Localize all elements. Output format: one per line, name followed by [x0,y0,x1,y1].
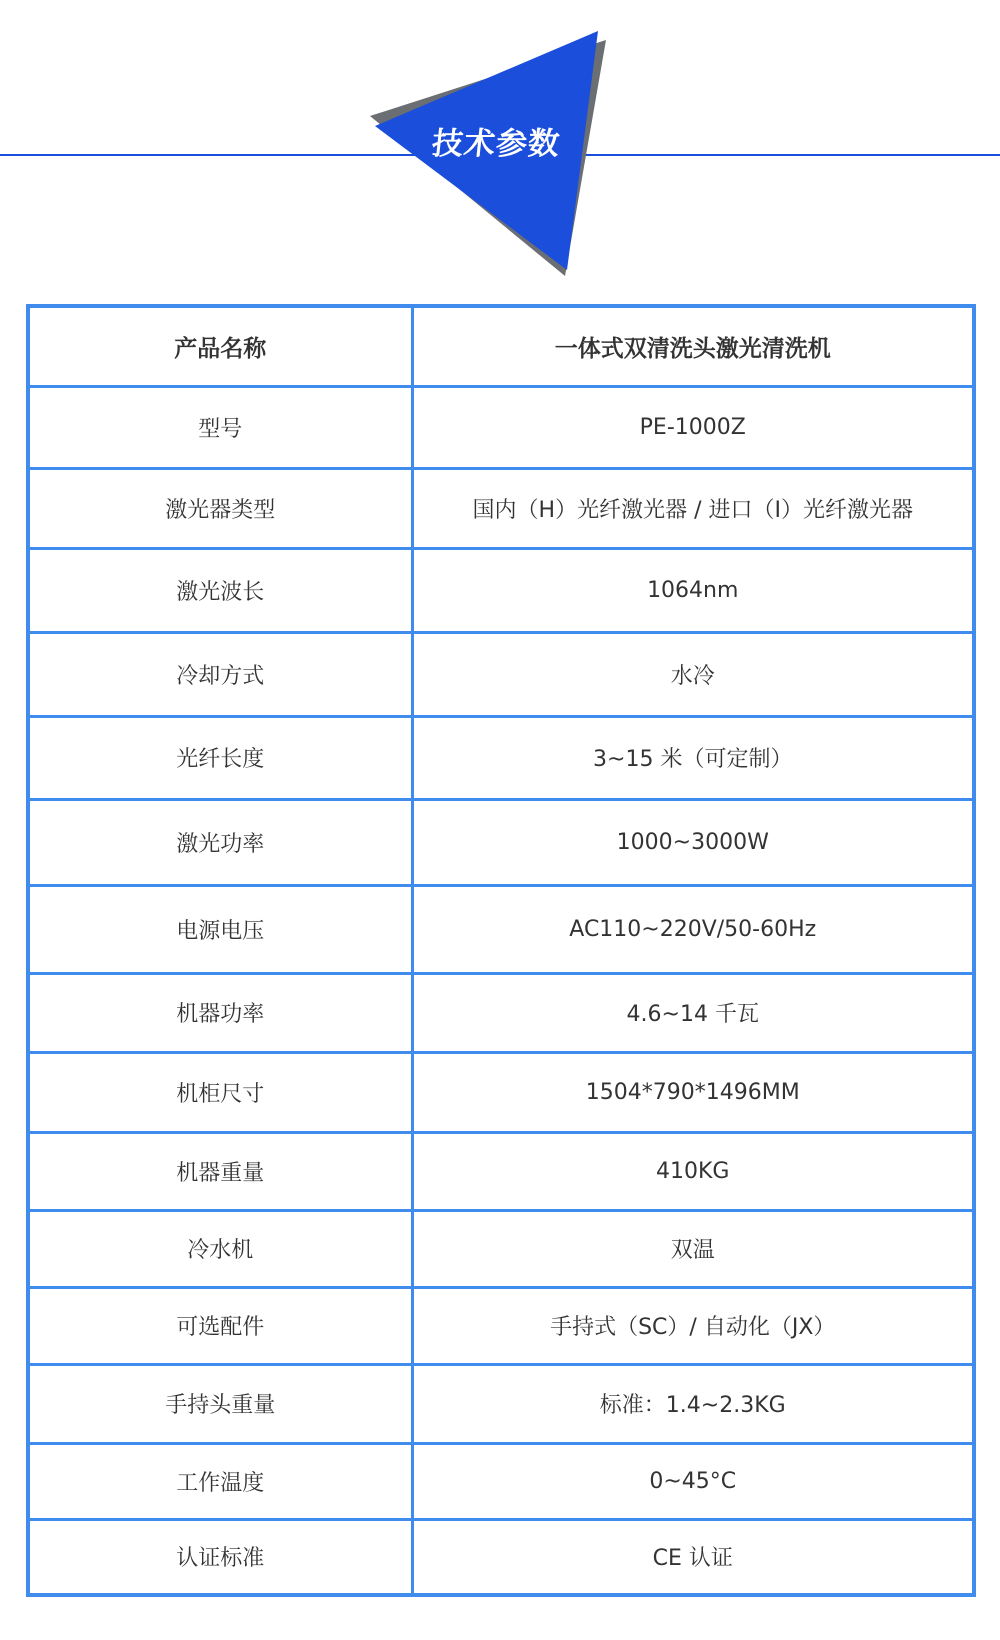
table-row [28,1052,974,1132]
row-value: 一体式双清洗头激光清洗机 [412,306,974,386]
row-value: CE 认证 [412,1519,974,1595]
table-row [28,1210,974,1287]
row-value: 手持式（SC）/ 自动化（JX） [412,1287,974,1364]
table-row [28,1132,974,1210]
row-value: 双温 [412,1210,974,1287]
row-value: AC110~220V/50-60Hz [412,885,974,973]
row-label: 机器重量 [28,1132,412,1210]
row-value: 4.6~14 千瓦 [412,973,974,1052]
row-label: 机柜尺寸 [28,1052,412,1132]
row-value: PE-1000Z [412,386,974,468]
table-row [28,1443,974,1519]
row-value: 1064nm [412,548,974,632]
row-label: 激光器类型 [28,468,412,548]
row-label: 机器功率 [28,973,412,1052]
row-value: 标准：1.4~2.3KG [412,1364,974,1443]
table-row [28,973,974,1052]
row-label: 工作温度 [28,1443,412,1519]
row-label: 手持头重量 [28,1364,412,1443]
row-value: 1504*790*1496MM [412,1052,974,1132]
table-row [28,716,974,799]
spec-table [26,304,976,1597]
row-value: 3~15 米（可定制） [412,716,974,799]
row-label: 冷水机 [28,1210,412,1287]
row-label: 光纤长度 [28,716,412,799]
row-value: 410KG [412,1132,974,1210]
header-banner [0,0,1000,290]
row-label: 激光功率 [28,799,412,885]
table-row [28,548,974,632]
row-label: 冷却方式 [28,632,412,716]
row-value: 1000~3000W [412,799,974,885]
table-row [28,632,974,716]
row-label: 产品名称 [28,306,412,386]
row-label: 认证标准 [28,1519,412,1595]
row-label: 可选配件 [28,1287,412,1364]
row-value: 国内（H）光纤激光器 / 进口（I）光纤激光器 [412,468,974,548]
table-row [28,1519,974,1595]
table-row [28,799,974,885]
table-row [28,306,974,386]
table-row [28,885,974,973]
table-row [28,1364,974,1443]
row-value: 0~45°C [412,1443,974,1519]
row-value: 水冷 [412,632,974,716]
row-label: 型号 [28,386,412,468]
table-row [28,468,974,548]
row-label: 电源电压 [28,885,412,973]
row-label: 激光波长 [28,548,412,632]
table-row [28,1287,974,1364]
section-title: 技术参数 [430,126,562,162]
table-row [28,386,974,468]
